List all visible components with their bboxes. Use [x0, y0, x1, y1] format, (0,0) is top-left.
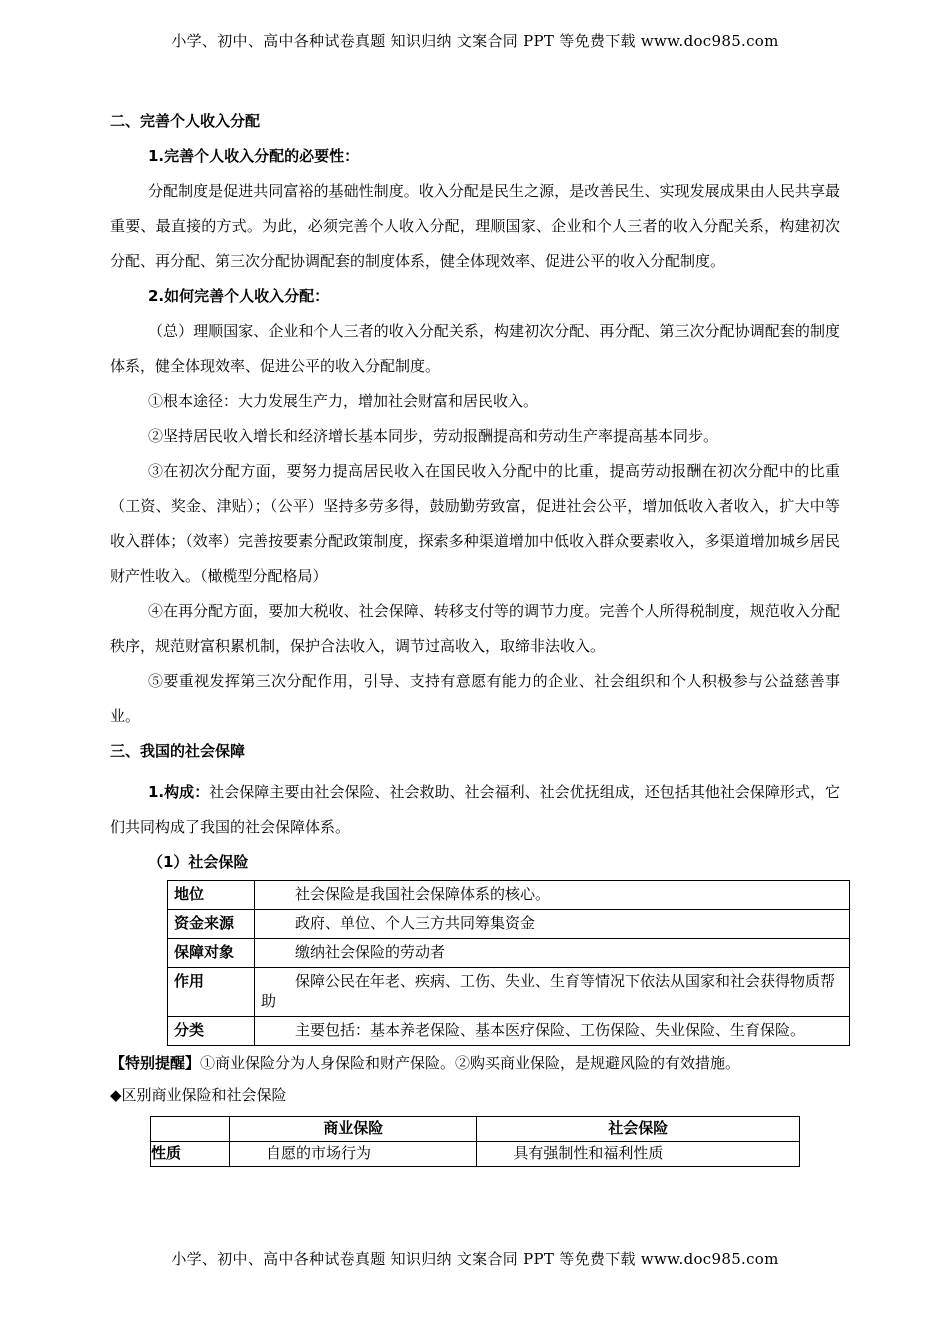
table-key: 分类: [168, 1017, 255, 1046]
table-value: 具有强制性和福利性质: [477, 1142, 800, 1167]
section-heading: 三、我国的社会保障: [110, 742, 246, 760]
table-value: 自愿的市场行为: [230, 1142, 477, 1167]
table-header-cell: 社会保险: [477, 1117, 800, 1142]
table-value: 社会保险是我国社会保障体系的核心。: [255, 881, 850, 910]
table-row: [168, 939, 850, 968]
table-row: [151, 1142, 800, 1167]
page-header: 小学、初中、高中各种试卷真题 知识归纳 文案合同 PPT 等免费下载 www.doc985.com: [171, 32, 779, 50]
table-row: [168, 968, 850, 1017]
table-value: 保障公民在年老、疾病、工伤、失业、生育等情况下依法从国家和社会获得物质帮助: [255, 968, 850, 1017]
section-heading: 二、完善个人收入分配: [110, 112, 261, 130]
table-value: 主要包括：基本养老保险、基本医疗保险、工伤保险、失业保险、生育保险。: [255, 1017, 850, 1046]
social-insurance-table: [167, 880, 850, 1046]
note-label: 【特别提醒】: [110, 1054, 201, 1072]
table-key: 资金来源: [168, 910, 255, 939]
note-text: ①商业保险分为人身保险和财产保险。②购买商业保险，是规避风险的有效措施。: [200, 1054, 741, 1072]
table-header-cell: [151, 1117, 230, 1142]
table-row: [168, 881, 850, 910]
composition-text: 社会保障主要由社会保险、社会救助、社会福利、社会优抚组成，还包括其他社会保障形式，它们共同构成了我国的社会保障体系。: [110, 783, 840, 836]
table-row: [168, 1017, 850, 1046]
table-value: 政府、单位、个人三方共同筹集资金: [255, 910, 850, 939]
document-body: [110, 104, 840, 1167]
list-item: ②坚持居民收入增长和经济增长基本同步，劳动报酬提高和劳动生产率提高基本同步。: [148, 427, 719, 445]
table-key: 地位: [168, 881, 255, 910]
paragraph: （总）理顺国家、企业和个人三者的收入分配关系，构建初次分配、再分配、第三次分配协调配套的制度体系，健全体现效率、促进公平的收入分配制度。: [110, 322, 840, 375]
compare-title: ◆区别商业保险和社会保险: [110, 1086, 287, 1104]
list-item: ④在再分配方面，要加大税收、社会保障、转移支付等的调节力度。完善个人所得税制度，规范收入分配秩序，规范财富积累机制，保护合法收入，调节过高收入，取缔非法收入。: [110, 602, 840, 655]
list-item: ③在初次分配方面，要努力提高居民收入在国民收入分配中的比重，提高劳动报酬在初次分配中的比重（工资、奖金、津贴）；（公平）坚持多劳多得，鼓励勤劳致富，促进社会公平，增加低收入者收入，扩大中等收入群体；（效率）完善按要素分配政策制度，探索多种渠道增加中低收入群众要素收入，多渠道增加城乡居民财产性收入。（橄榄型分配格局）: [110, 462, 840, 585]
paragraph: [110, 775, 840, 845]
subsection-heading: （1）社会保险: [148, 853, 249, 871]
insurance-compare-table: [150, 1116, 800, 1167]
list-item: ⑤要重视发挥第三次分配作用，引导、支持有意愿有能力的企业、社会组织和个人积极参与公益慈善事业。: [110, 672, 840, 725]
table-value: 缴纳社会保险的劳动者: [255, 939, 850, 968]
list-item: ①根本途径：大力发展生产力，增加社会财富和居民收入。: [148, 392, 539, 410]
page-footer: 小学、初中、高中各种试卷真题 知识归纳 文案合同 PPT 等免费下载 www.doc985.com: [171, 1250, 779, 1268]
table-key: 保障对象: [168, 939, 255, 968]
table-key: 性质: [151, 1142, 230, 1167]
subsection-heading: 2.如何完善个人收入分配：: [148, 287, 330, 305]
subsection-heading: 1.完善个人收入分配的必要性：: [148, 147, 360, 165]
table-header-row: [151, 1117, 800, 1142]
table-row: [168, 910, 850, 939]
paragraph: 分配制度是促进共同富裕的基础性制度。收入分配是民生之源，是改善民生、实现发展成果由人民共享最重要、最直接的方式。为此，必须完善个人收入分配，理顺国家、企业和个人三者的收入分配关系，构建初次分配、再分配、第三次分配协调配套的制度体系，健全体现效率、促进公平的收入分配制度。: [110, 182, 840, 270]
composition-label: 1.构成：: [148, 783, 210, 801]
special-note: [110, 1048, 840, 1078]
table-key: 作用: [168, 968, 255, 1017]
table-header-cell: 商业保险: [230, 1117, 477, 1142]
